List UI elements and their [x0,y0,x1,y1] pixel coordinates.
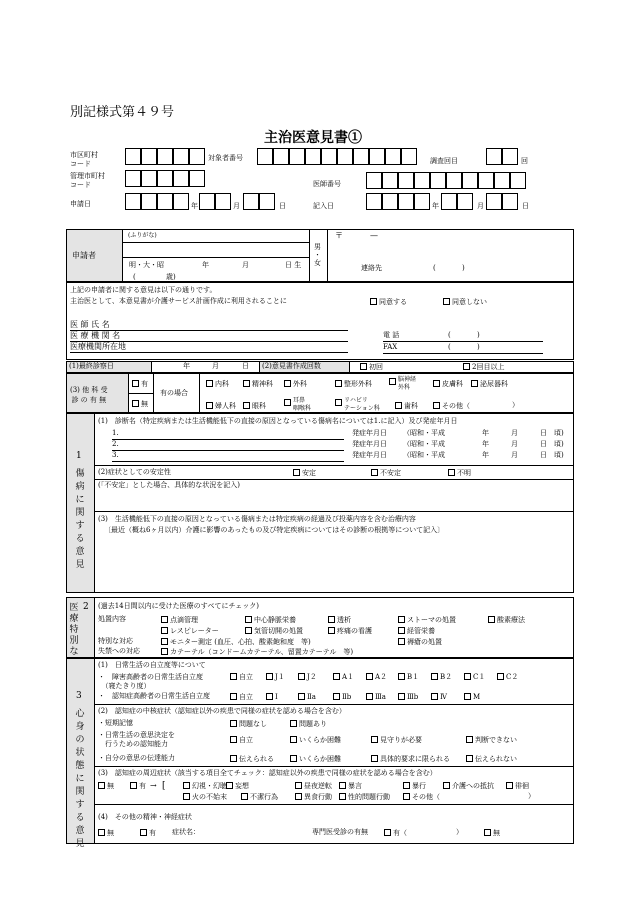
bpsd-item[interactable]: 性的問題行動 [339,793,390,801]
code-box[interactable] [398,172,414,189]
managing-code-label: 管理市町村 コード [70,172,105,189]
dept-dermatology[interactable]: 皮膚科 [433,380,463,388]
unstable-checkbox[interactable]: 不安定 [371,469,401,477]
neuro-yes[interactable]: 有 [140,829,156,837]
dementia-opt[interactable]: Ⅲb [398,693,418,701]
dept-gynecology[interactable]: 婦人科 [206,402,236,410]
code-box[interactable] [257,148,273,165]
disabled-opt[interactable]: 自立 [230,673,253,681]
med-drip[interactable]: 点滴管理 [161,616,198,624]
dementia-label: ・ 認知症高齢者の日常生活自立度 [98,692,210,700]
onset-era: （昭和・平成 [403,429,445,437]
code-box[interactable] [510,172,526,189]
decision-opt[interactable]: 見守りが必要 [371,736,422,744]
onset-month: 月 [511,429,518,437]
code-box[interactable] [366,172,382,189]
date-box[interactable] [125,193,141,210]
onset-day: 日 頃) [540,451,564,459]
dept-rehab[interactable]: リハビリ テーション科 [335,397,380,413]
dept-naika[interactable]: 内科 [206,380,229,388]
doctor-number-label: 医師番号 [313,180,341,188]
dept-surgery[interactable]: 外科 [284,380,307,388]
disabled-opt[interactable]: B２ [431,673,452,681]
second-time-checkbox[interactable]: 2回目以上 [463,363,504,371]
disabled-opt[interactable]: A１ [333,673,354,681]
med-catheter[interactable]: カテーテル（コンドームカテーテル、留置カテーテル 等) [161,648,353,656]
onset-year: 年 [482,429,489,437]
specialist-label: 専門医受診の有無 [312,828,368,836]
code-box[interactable] [189,170,205,187]
dementia-opt[interactable]: Ⅲa [366,693,386,701]
month-label: 月 [233,202,240,210]
neuro-none[interactable]: 無 [98,829,114,837]
communication-opt[interactable]: いくらか困難 [290,755,341,763]
form-number: 別記様式第４９号 [70,105,175,120]
code-box[interactable] [385,148,401,165]
stable-checkbox[interactable]: 安定 [293,469,316,477]
dept-other[interactable]: その他（ [433,402,470,410]
other-dept-yes[interactable]: 有 [132,380,148,388]
section-3-title: 心身の状態に関する意見 [75,709,85,849]
dept-psychiatry[interactable]: 精神科 [243,380,273,388]
institution-label: 医 療 機 関 名 [70,331,121,340]
other-dept-label: (3) 他 科 受 診 の 有 無 [70,386,108,404]
short-memory-opt[interactable]: 問題あり [290,720,327,728]
survey-round-label: 調査回目 [430,157,458,165]
code-box[interactable] [289,148,305,165]
date-box[interactable] [215,193,231,210]
dept-neurosurgery[interactable]: 脳神経 外科 [389,376,416,392]
bpsd-arrow-icon: → [150,781,157,790]
address-label: 医療機関所在地 [70,342,126,351]
date-box[interactable] [486,193,502,210]
section-2-number: 2 [83,602,89,612]
bpsd-item[interactable]: 火の不始末 [183,793,227,801]
disabled-label: ・ 障害高齢者の日常生活自立度 （寝たきり度） [98,673,203,690]
year-label: 年 [432,202,439,210]
onset-day: 日 頃) [540,429,564,437]
med-pain-care[interactable]: 疼痛の看護 [328,627,372,635]
dept-ent[interactable]: 耳鼻 咽喉科 [284,397,311,413]
birth-year-label: 年 [202,261,209,269]
onset-year: 年 [482,451,489,459]
med-tracheostomy[interactable]: 気管切開の処置 [245,627,303,635]
date-box[interactable] [141,193,157,210]
code-box[interactable] [430,172,446,189]
consent-line2: 主治医として、本意見書が介護サービス計画作成に利用されることに [70,297,287,305]
disagree-checkbox[interactable]: 同意しない [443,298,487,306]
dept-dental[interactable]: 歯科 [395,402,418,410]
med-bedsore[interactable]: 褥瘡の処置 [398,638,442,646]
section-3-number: 3 [76,691,82,701]
postal-dash: — [370,231,378,240]
neuro-label: (4) その他の精神・神経症状 [98,813,192,821]
med-stoma[interactable]: ストーマの処置 [398,616,456,624]
communication-opt[interactable]: 伝えられる [230,755,274,763]
bpsd-item[interactable]: 暴行 [403,782,426,790]
fax-paren-open: ( [448,343,451,351]
diagnosis-1-line[interactable] [112,439,344,440]
decision-opt[interactable]: 自立 [230,736,253,744]
page-title: 主治医意見書① [264,130,362,146]
stability-label: (2)症状としての安定性 [98,468,171,476]
med-dialysis[interactable]: 透析 [328,616,351,624]
code-box[interactable] [337,148,353,165]
dementia-opt[interactable]: Ⅰ [266,693,278,701]
fax-line[interactable] [383,353,543,354]
name-line [122,257,309,258]
short-memory-label: ・短期記憶 [98,719,133,727]
dementia-opt[interactable]: Ⅳ [431,693,447,701]
disabled-opt[interactable]: A２ [366,673,387,681]
specialist-no[interactable]: 無 [484,829,500,837]
code-box[interactable] [157,148,173,165]
dept-urology[interactable]: 泌尿器科 [471,380,508,388]
code-box[interactable] [141,148,157,165]
disabled-opt[interactable]: C１ [464,673,485,681]
code-box[interactable] [414,172,430,189]
date-box[interactable] [502,193,518,210]
onset-year: 年 [482,440,489,448]
med-cvn[interactable]: 中心静脈栄養 [245,616,296,624]
exam-month: 月 [212,362,219,370]
entry-date-label: 記入日 [313,202,334,210]
exam-day: 日 [242,362,249,370]
applicant-label: 申請者 [72,251,96,260]
other-dept-no[interactable]: 無 [132,400,148,408]
birth-day-label: 日 生 [285,261,302,269]
age-open: ( [133,273,136,281]
furigana-label: (ふりがな) [128,232,157,239]
fax-paren-close: ) [477,343,480,351]
code-box[interactable] [125,170,141,187]
diagnosis-1-num: 1. [112,429,119,437]
date-box[interactable] [457,193,473,210]
bpsd-none[interactable]: 無 [98,782,114,790]
code-box[interactable] [189,148,205,165]
onset-day: 日 頃) [540,440,564,448]
bpsd-item[interactable]: 幻視・幻聴 [183,782,227,790]
code-box[interactable] [462,172,478,189]
date-box[interactable] [382,193,398,210]
med-tube-feeding[interactable]: 経管栄養 [398,627,435,635]
med-monitor[interactable]: モニター測定 (血圧、心拍、酸素飽和度 等) [161,638,311,646]
independence-label: (1) 日常生活の自立度等について [98,661,206,669]
creation-count-label: (2)意見書作成回数 [262,362,321,370]
last-exam-label: (1)最終診察日 [69,362,114,370]
round-box[interactable] [502,148,518,165]
bpsd-item[interactable]: その他（ [403,793,440,801]
application-date-label: 申請日 [70,200,91,208]
neuro-symptom-label: 症状名： [172,828,200,836]
date-box[interactable] [441,193,457,210]
postal-mark: 〒 [335,231,343,240]
dementia-opt[interactable]: M [464,693,480,701]
phone-paren-close: ) [477,331,480,339]
unknown-checkbox[interactable]: 不明 [448,469,471,477]
date-box[interactable] [243,193,259,210]
dept-other-close: ） [512,401,519,409]
bpsd-item[interactable]: 暴言 [339,782,362,790]
onset-month: 月 [511,451,518,459]
decision-opt[interactable]: いくらか困難 [290,736,341,744]
doctor-name-label: 医 師 氏 名 [70,320,110,329]
dementia-opt[interactable]: 自立 [230,693,253,701]
section-1 [66,413,574,593]
course-label: (3) 生活機能低下の直接の原因となっている傷病または特定疾病の経過及び投薬内容を含む治療内容 [98,515,416,523]
communication-opt[interactable]: 伝えられない [466,755,517,763]
onset-label: 発症年月日 [352,429,387,437]
code-box[interactable] [321,148,337,165]
round-suffix: 回 [521,157,528,165]
phone-label: 電 話 [383,331,400,339]
short-memory-opt[interactable]: 問題なし [230,720,267,728]
day-label: 日 [279,202,286,210]
core-label: (2) 認知症の中核症状（認知症以外の疾患で同様の症状を認める場合を含む） [98,707,346,715]
diagnosis-2-line[interactable] [112,450,344,451]
code-box[interactable] [173,170,189,187]
dept-ophthalmology[interactable]: 眼科 [243,402,266,410]
bpsd-label: (3) 認知症の周辺症状（該当する項目全てチェック：認知症以外の疾患で同様の症状を認める場合を含む） [98,769,437,777]
code-box[interactable] [305,148,321,165]
specialist-close: ） [456,828,463,836]
birth-era: 明・大・昭 [129,261,164,269]
date-box[interactable] [199,193,215,210]
communication-opt[interactable]: 具体的要求に限られる [371,755,450,763]
disabled-opt[interactable]: J１ [266,673,285,681]
bpsd-item[interactable]: 介護への抵抗 [443,782,494,790]
decision-opt[interactable]: 判断できない [466,736,517,744]
med-respirator[interactable]: レスピレーター [161,627,219,635]
code-box[interactable] [478,172,494,189]
first-time-checkbox[interactable]: 初回 [360,363,383,371]
dementia-opt[interactable]: Ⅱa [298,693,316,701]
day-label: 日 [522,202,529,210]
phone-line[interactable] [383,341,543,342]
consent-line1: 上記の申請者に関する意見は以下の通りです。 [70,286,217,294]
code-box[interactable] [141,170,157,187]
decision-label: ・日常生活の意思決定を 行うための認知能力 [98,731,175,748]
year-label: 年 [191,202,198,210]
unstable-note: (「不安定」とした場合、具体的な状況を記入) [98,481,240,489]
date-box[interactable] [157,193,173,210]
section-2-header: (過去14日間以内に受けた医療のすべてにチェック) [98,602,260,610]
code-box[interactable] [401,148,417,165]
bpsd-item[interactable]: 昼夜逆転 [295,782,332,790]
code-box[interactable] [173,148,189,165]
gender-options[interactable]: 男 ・ 女 [314,243,321,267]
section-1-number: 1 [76,451,82,461]
municipality-code-label: 市区町村 コード [70,151,98,168]
diagnosis-2-num: 2. [112,440,119,448]
incontinence-label: 失禁への対応 [98,647,140,655]
dept-orthopedics[interactable]: 整形外科 [335,380,372,388]
birth-month-label: 月 [242,261,249,269]
if-yes-label: 有の場合 [160,389,188,397]
subject-number-label: 対象者番号 [208,154,243,162]
agree-checkbox[interactable]: 同意する [370,298,407,306]
diagnosis-label: (1) 診断名（特定疾病または生活機能低下の直接の原因となっている傷病名については1.に記入）及び発症年月日 [98,417,458,425]
bpsd-item[interactable]: 異食行動 [295,793,332,801]
onset-label: 発症年月日 [352,440,387,448]
bpsd-item[interactable]: 不潔行為 [241,793,278,801]
specialist-yes[interactable]: 有（ [384,829,407,837]
diagnosis-3-line[interactable] [112,461,344,462]
exam-year: 年 [183,362,190,370]
onset-era: （昭和・平成 [403,440,445,448]
date-box[interactable] [259,193,275,210]
code-box[interactable] [125,148,141,165]
code-box[interactable] [353,148,369,165]
code-box[interactable] [494,172,510,189]
disabled-opt[interactable]: B１ [398,673,419,681]
med-oxygen[interactable]: 酸素療法 [488,616,525,624]
course-note: 〔最近（概ね6ヶ月以内）介護に影響のあったもの及び特定疾病についてはその診断の根拠等について記入〕 [104,526,445,534]
date-box[interactable] [366,193,382,210]
section-1-title: 傷病に関する意見 [75,469,85,570]
disabled-opt[interactable]: J２ [298,673,317,681]
fax-label: FAX [383,343,398,351]
contact-paren-close: ) [462,264,465,272]
special-label: 特別な対応 [98,637,133,645]
address-line[interactable] [70,352,348,353]
code-box[interactable] [273,148,289,165]
communication-label: ・自分の意思の伝達能力 [98,754,175,762]
code-box[interactable] [369,148,385,165]
treatment-label: 処置内容 [98,615,126,623]
onset-era: （昭和・平成 [403,451,445,459]
code-box[interactable] [157,170,173,187]
code-box[interactable] [446,172,462,189]
dementia-opt[interactable]: Ⅱb [333,693,351,701]
onset-month: 月 [511,440,518,448]
section-2-title: 医療特別な [69,603,79,657]
phone-paren-open: ( [448,331,451,339]
age-suffix: 歳) [166,273,176,281]
month-label: 月 [477,202,484,210]
code-box[interactable] [382,172,398,189]
bpsd-item[interactable]: 妄想 [226,782,249,790]
date-box[interactable] [414,193,430,210]
date-box[interactable] [398,193,414,210]
disabled-opt[interactable]: C２ [497,673,518,681]
bracket-icon: [ [162,781,166,791]
onset-label: 発症年月日 [352,451,387,459]
date-box[interactable] [173,193,189,210]
bpsd-other-close: ） [528,792,535,800]
contact-paren-open: ( [433,264,436,272]
round-box[interactable] [486,148,502,165]
contact-label: 連絡先 [361,264,382,272]
bpsd-yes[interactable]: 有 [130,782,146,790]
diagnosis-3-num: 3. [112,451,119,459]
furigana-line [122,242,309,243]
bpsd-item[interactable]: 徘徊 [506,782,529,790]
